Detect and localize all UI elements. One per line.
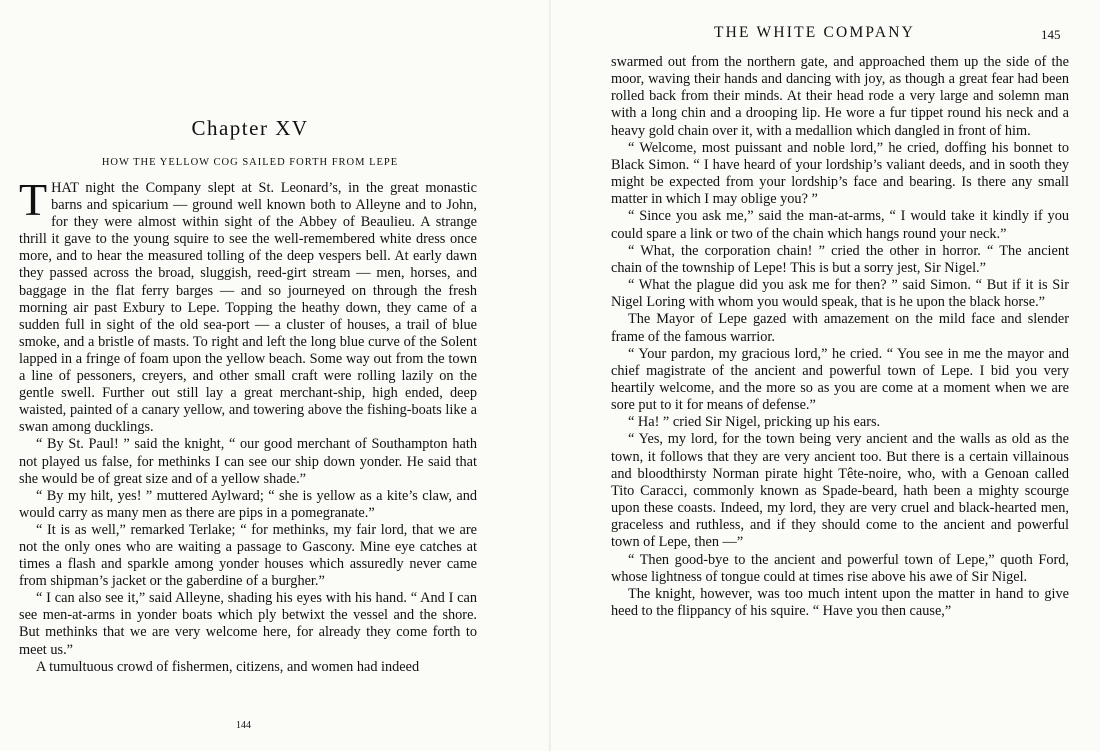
paragraph: “ Then good-bye to the ancient and powerful town of Lepe,” quoth Ford, whose lightness of tongue could at times rise above his awe of Sir Nigel. bbox=[611, 551, 1069, 585]
right-page-text bbox=[611, 54, 1069, 620]
paragraph: “ What, the corporation chain! ” cried the other in horror. “ The ancient chain of the township of Lepe! This is but a sorry jest, Sir Nigel.” bbox=[611, 242, 1069, 276]
paragraph: “ What the plague did you ask me for then? ” said Simon. “ But if it is Sir Nigel Loring with whom you would speak, that is he upon the black horse.” bbox=[611, 277, 1069, 311]
paragraph: The Mayor of Lepe gazed with amazement on the mild face and slender frame of the famous warrior. bbox=[611, 311, 1069, 345]
chapter-subtitle: HOW THE YELLOW COG SAILED FORTH FROM LEPE bbox=[101, 157, 399, 168]
paragraph: swarmed out from the northern gate, and approached them up the side of the moor, waving their hands and dancing with joy, as though a great fear had been rolled back from their minds. At their head rode a very large and solemn man with a long chin and a drooping lip. He wore a fur tippet round his neck and a heavy gold chain over it, with a medallion which dangled in front of him. bbox=[611, 54, 1069, 139]
paragraph: “ Yes, my lord, for the town being very ancient and the walls as old as the town, it follows that they are very ancient too. But there is a certain villainous and bloodthirsty Norman pirate hight Tête-noire, who, with a Genoan called Tito Caracci, commonly known as Spade-beard, hath been a mighty scourge upon these coasts. Indeed, my lord, they are very cruel and black-hearted men, graceless and ruthless, and if they should come to the ancient and powerful town of Lepe, then —” bbox=[611, 431, 1069, 551]
page-number: 145 bbox=[1041, 27, 1061, 42]
paragraph-text: HAT night the Company slept at St. Leonard’s, in the great monastic barns and spicarium — ground well known both to Alleyne and to John, for they were almost within sight of the Abbey of Beaulieu. A strange thrill it gave to the young squire to see the well-remembered white dress once more, and to hear the measured tolling of the deep vespers bell. At early dawn they passed across the broad, sluggish, reed-girt stream — men, horses, and baggage in the flat ferry barges — and so journeyed on through the fresh morning air past Exbury to Lepe. Topping the heathy down, they came of a sudden full in sight of the old sea-port — a cluster of houses, a trail of blue smoke, and a bristle of masts. To right and left the long blue curve of the Solent lapped in a fringe of foam upon the yellow beach. Some way out from the town a line of pessoners, creyers, and other small craft were rolling lazily on the gentle swell. Further out still lay a great merchant-ship, high ended, deep waisted, painted of a canary yellow, and towering above the fishing-boats like a swan among ducklings. bbox=[19, 180, 477, 436]
page-number: 144 bbox=[236, 720, 251, 731]
paragraph: “ It is as well,” remarked Terlake; “ for methinks, my fair lord, that we are not the only ones who are waiting a passage to Gascony. Mine eye catches at times a flash and sparkle among yonder houses which assuredly never came from shipman’s jacket or the gaberdine of a burgher.” bbox=[19, 521, 477, 590]
paragraph: “ Your pardon, my gracious lord,” he cried. “ You see in me the mayor and chief magistrate of the ancient and powerful town of Lepe. I bid you very heartily welcome, and the more so as you are come at a moment when we are sore put to it for means of defense.” bbox=[611, 345, 1069, 414]
paragraph: “ Since you ask me,” said the man-at-arms, “ I would take it kindly if you could spare a link or two of the chain which hangs round your neck.” bbox=[611, 208, 1069, 242]
paragraph: “ I can also see it,” said Alleyne, shading his eyes with his hand. “ And I can see men-at-arms in yonder boats which ply betwixt the vessel and the shore. But methinks that we are very welcome here, for already they come forth to meet us.” bbox=[19, 590, 477, 658]
paragraph: The knight, however, was too much intent upon the matter in hand to give heed to the flippancy of his squire. “ Have you then cause,” bbox=[611, 585, 1069, 619]
paragraph: “ By my hilt, yes! ” muttered Aylward; “ she is yellow as a kite’s claw, and would carry as many men as there are pips in a pomegranate.” bbox=[19, 487, 477, 521]
drop-cap: T bbox=[19, 174, 48, 225]
paragraph: “ Ha! ” cried Sir Nigel, pricking up his ears. bbox=[628, 414, 881, 431]
left-page-text bbox=[19, 174, 477, 676]
paragraph: “ By St. Paul! ” said the knight, “ our good merchant of Southampton hath not played us false, for methinks I can see our ship down yonder. He said that she would be of great size and of a yellow shade.” bbox=[19, 436, 477, 487]
running-head: THE WHITE COMPANY bbox=[714, 24, 916, 41]
paragraph bbox=[19, 174, 477, 436]
paragraph: A tumultuous crowd of fishermen, citizens, and women had indeed bbox=[36, 658, 420, 675]
chapter-title: Chapter XV bbox=[191, 116, 309, 140]
paragraph: “ Welcome, most puissant and noble lord,” he cried, doffing his bonnet to Black Simon. “ I have heard of your lordship’s valiant deeds, and in sooth they might be expected from your lordship’s face and bearing. Is there any small matter in which I may oblige you? ” bbox=[611, 139, 1069, 208]
right-page bbox=[550, 0, 1100, 751]
